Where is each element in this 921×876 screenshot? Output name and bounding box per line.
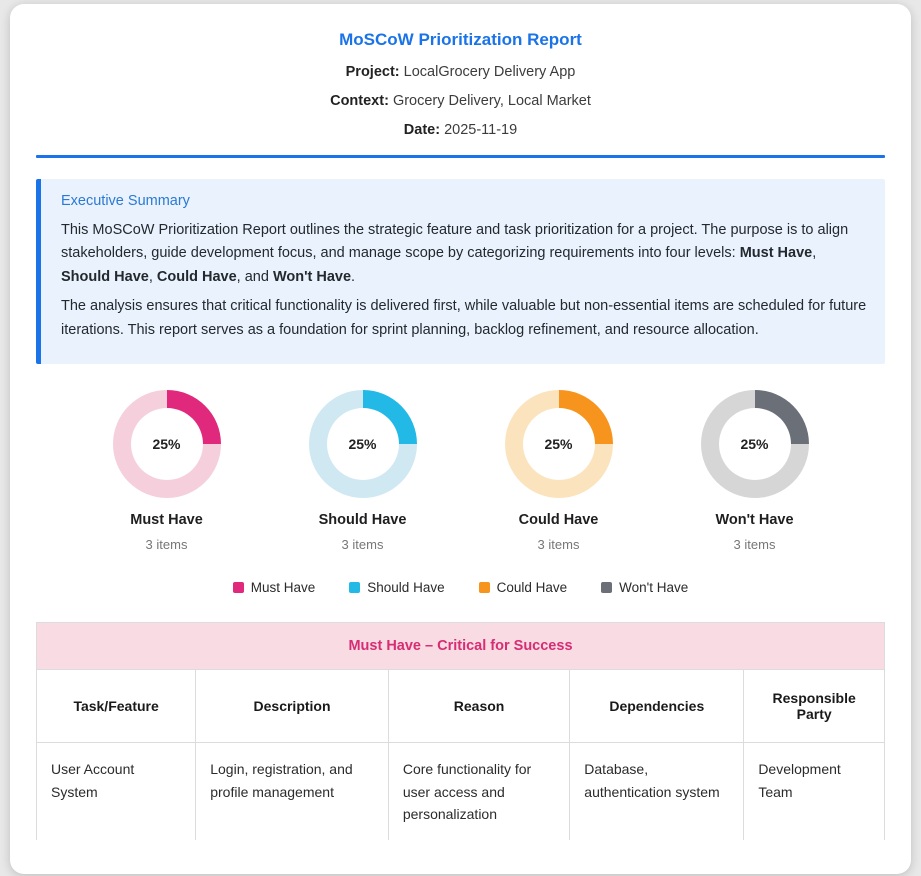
table-header-description: Description xyxy=(196,670,389,743)
donut-chart-group xyxy=(36,390,885,552)
donut-must-have-ring xyxy=(113,390,221,498)
meta-context-value: Grocery Delivery, Local Market xyxy=(392,93,591,109)
header-divider xyxy=(36,155,885,158)
cell-task: User Account System xyxy=(37,743,196,840)
meta-project-label: Project: xyxy=(345,64,400,80)
table-row xyxy=(37,743,884,840)
table-header-task: Task/Feature xyxy=(37,670,196,743)
meta-project-value: LocalGrocery Delivery App xyxy=(403,64,576,80)
donut-must-have xyxy=(92,390,242,552)
donut-should-have-label: Should Have xyxy=(318,512,407,529)
executive-summary-paragraph-1 xyxy=(61,219,867,289)
donut-must-have-count: 3 items xyxy=(145,537,188,553)
table xyxy=(37,670,884,839)
donut-could-have-percent: 25% xyxy=(544,436,573,453)
donut-could-have xyxy=(484,390,634,552)
exec-bold-should: Should Have xyxy=(61,268,149,285)
table-header-dependencies: Dependencies xyxy=(570,670,744,743)
table-head xyxy=(37,670,884,743)
legend-label: Could Have xyxy=(496,580,568,596)
meta-context xyxy=(36,93,885,109)
executive-summary xyxy=(36,179,885,364)
table-header-responsible: Responsible Party xyxy=(744,670,884,743)
exec-sep-3: , and xyxy=(236,268,273,285)
legend-swatch-icon xyxy=(349,582,360,593)
legend-label: Must Have xyxy=(250,580,316,596)
must-have-table xyxy=(36,622,885,839)
exec-sep-2: , xyxy=(148,268,157,285)
legend-item-must-have xyxy=(233,580,316,595)
page-title: MoSCoW Prioritization Report xyxy=(339,30,582,49)
donut-could-have-count: 3 items xyxy=(537,537,580,553)
table-banner: Must Have – Critical for Success xyxy=(37,623,884,670)
legend-swatch-icon xyxy=(233,582,244,593)
legend-swatch-icon xyxy=(479,582,490,593)
table-header-reason: Reason xyxy=(388,670,569,743)
executive-summary-heading: Executive Summary xyxy=(61,193,190,209)
donut-should-have-count: 3 items xyxy=(341,537,384,553)
exec-text-1: This MoSCoW Prioritization Report outlines the strategic feature and task prioritization for a project. The purpose is to align stakeholders, guide development focus, and manage scope by categorizing requirements into four levels: xyxy=(61,222,849,262)
meta-context-label: Context: xyxy=(330,93,389,109)
donut-could-have-label: Could Have xyxy=(518,512,599,529)
donut-wont-have-percent: 25% xyxy=(740,436,769,453)
cell-dependencies: Database, authentication system xyxy=(570,743,744,840)
meta-date-label: Date: xyxy=(403,122,441,138)
meta-project xyxy=(36,64,885,80)
legend-item-should-have xyxy=(349,580,444,595)
donut-wont-have-count: 3 items xyxy=(733,537,776,553)
donut-should-have-ring xyxy=(309,390,417,498)
table-header-row xyxy=(37,670,884,743)
executive-summary-paragraph-2: The analysis ensures that critical functionality is delivered first, while valuable but non-essential items are scheduled for future iterations. This report serves as a foundation for sprint planning, backlog refinement, and resource allocation. xyxy=(61,298,867,338)
exec-period: . xyxy=(351,268,356,285)
table-body xyxy=(37,743,884,840)
chart-legend xyxy=(36,580,885,595)
donut-should-have-percent: 25% xyxy=(348,436,377,453)
legend-item-wont-have xyxy=(601,580,688,595)
document-card xyxy=(10,4,911,874)
exec-bold-wont: Won't Have xyxy=(272,268,352,285)
donut-must-have-label: Must Have xyxy=(130,512,203,529)
exec-sep-1: , xyxy=(812,245,817,262)
legend-label: Should Have xyxy=(367,580,445,596)
legend-item-could-have xyxy=(479,580,568,595)
donut-must-have-percent: 25% xyxy=(152,436,181,453)
meta-date xyxy=(36,122,885,138)
donut-should-have xyxy=(288,390,438,552)
cell-reason: Core functionality for user access and personalization xyxy=(388,743,569,840)
donut-wont-have xyxy=(680,390,830,552)
document-body xyxy=(10,4,911,840)
legend-label: Won't Have xyxy=(619,580,689,596)
exec-bold-could: Could Have xyxy=(156,268,237,285)
meta-date-value: 2025-11-19 xyxy=(444,122,518,138)
exec-bold-must: Must Have xyxy=(739,245,813,262)
cell-description: Login, registration, and profile management xyxy=(196,743,389,840)
donut-wont-have-ring xyxy=(701,390,809,498)
donut-could-have-ring xyxy=(505,390,613,498)
donut-wont-have-label: Won't Have xyxy=(715,512,794,529)
legend-swatch-icon xyxy=(601,582,612,593)
cell-responsible: Development Team xyxy=(758,761,841,800)
